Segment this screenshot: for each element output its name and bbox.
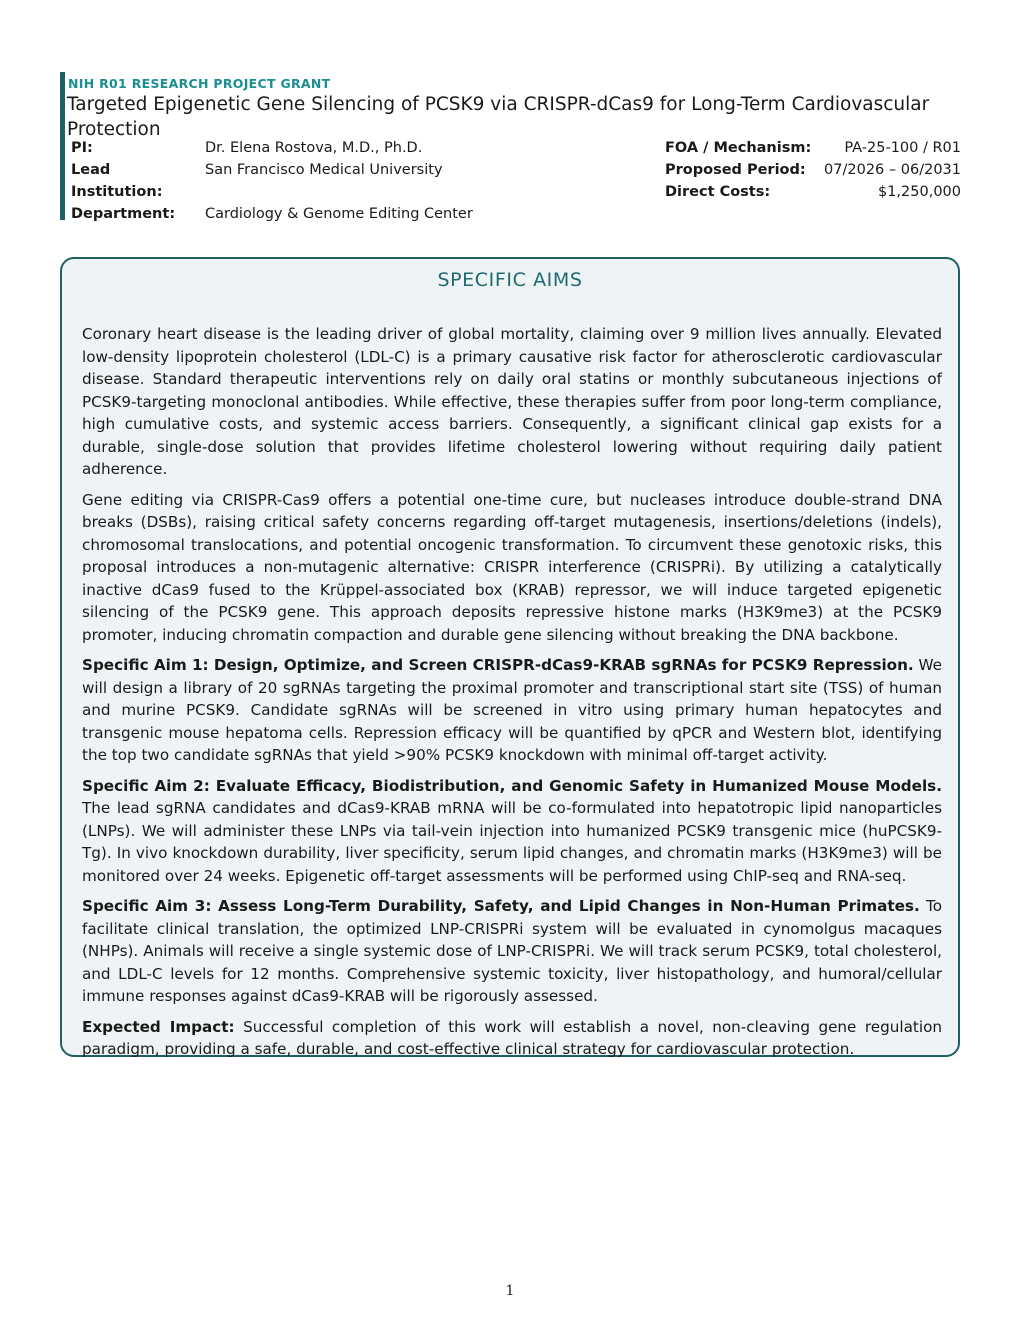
- aim-2-title: Specific Aim 2: Evaluate Efficacy, Biodistribution, and Genomic Safety in Humanized Mouse Models.: [82, 776, 942, 795]
- grant-meta-right: [665, 137, 961, 203]
- costs-value: $1,250,000: [877, 184, 961, 200]
- pi-value: Dr. Elena Rostova, M.D., Ph.D.: [205, 140, 423, 156]
- department-label: Department:: [71, 206, 176, 222]
- aim-3-title: Specific Aim 3: Assess Long-Term Durability, Safety, and Lipid Changes in Non-Human Primates.: [82, 897, 920, 915]
- expected-impact: [82, 1016, 942, 1061]
- meta-row-period: [665, 159, 961, 181]
- costs-label: Direct Costs:: [665, 184, 771, 200]
- foa-label: FOA / Mechanism:: [665, 140, 812, 156]
- institution-label: Lead Institution:: [71, 162, 163, 200]
- grant-header: [60, 72, 960, 220]
- period-value: 07/2026 – 06/2031: [824, 162, 961, 178]
- meta-row-institution: [71, 159, 631, 203]
- aims-body: [82, 323, 942, 1069]
- aim-1-title: Specific Aim 1: Design, Optimize, and Screen CRISPR-dCas9-KRAB sgRNAs for PCSK9 Repression.: [82, 656, 914, 674]
- aim-3: [82, 895, 942, 1008]
- aim-1: [82, 654, 942, 767]
- grant-meta-left: [71, 137, 631, 225]
- specific-aims-box: [60, 257, 960, 1057]
- impact-text: Successful completion of this work will establish a novel, non-cleaving gene regulation paradigm, providing a safe, durable, and cost-effective clinical strategy for cardiovascular protection.: [82, 1017, 942, 1058]
- aim-2: [82, 775, 942, 888]
- page-number: 1: [505, 1283, 515, 1299]
- impact-title: Expected Impact:: [82, 1017, 235, 1036]
- department-value: Cardiology & Genome Editing Center: [205, 206, 473, 222]
- aim-2-text: The lead sgRNA candidates and dCas9-KRAB mRNA will be co-formulated into hepatotropic lipid nanoparticles (LNPs). We will administer these LNPs via tail-vein injection into humanized PCSK9 transgenic mice (huPCSK9-Tg). In vivo knockdown durability, liver specificity, serum lipid changes, and chromatin marks (H3K9me3) will be monitored over 24 weeks. Epigenetic off-target assessments will be performed using ChIP-seq and RNA-seq.: [82, 799, 942, 885]
- meta-row-pi: [71, 137, 631, 159]
- meta-row-foa: [665, 137, 961, 159]
- aim-3-text: To facilitate clinical translation, the optimized LNP-CRISPRi system will be evaluated in cynomolgus macaques (NHPs). Animals will receive a single systemic dose of LNP-CRISPRi. We will track serum PCSK9, total cholesterol, and LDL-C levels for 12 months. Comprehensive systemic toxicity, liver histopathology, and humoral/cellular immune responses against dCas9-KRAB will be rigorously assessed.: [82, 897, 942, 1005]
- pi-label: PI:: [71, 140, 93, 156]
- aim-1-text: We will design a library of 20 sgRNAs targeting the proximal promoter and transcriptional start site (TSS) of human and murine PCSK9. Candidate sgRNAs will be screened in vitro using primary human hepatocytes and transgenic mouse hepatoma cells. Repression efficacy will be quantified by qPCR and Western blot, identifying the top two candidate sgRNAs that yield >90% PCSK9 knockdown with minimal off-target activity.: [82, 656, 943, 764]
- project-title: Targeted Epigenetic Gene Silencing of PCSK9 via CRISPR-dCas9 for Long-Term Cardiovascular Protection: [67, 94, 930, 140]
- aims-heading: SPECIFIC AIMS: [437, 269, 583, 291]
- institution-value: San Francisco Medical University: [205, 162, 443, 178]
- meta-row-department: [71, 203, 631, 225]
- meta-row-costs: [665, 181, 961, 203]
- grant-type-tag: NIH R01 RESEARCH PROJECT GRANT: [68, 76, 331, 91]
- period-label: Proposed Period:: [665, 162, 806, 178]
- aims-paragraph-background: Coronary heart disease is the leading driver of global mortality, claiming over 9 million lives annually. Elevated low-density lipoprotein cholesterol (LDL-C) is a primary causative risk factor for atherosclerotic cardiovascular disease. Standard therapeutic interventions rely on daily oral statins or monthly subcutaneous injections of PCSK9-targeting monoclonal antibodies. While effective, these therapies suffer from poor long-term compliance, high cumulative costs, and systemic access barriers. Consequently, a significant clinical gap exists for a durable, single-dose solution that provides lifetime cholesterol lowering without requiring daily patient adherence.: [82, 325, 942, 478]
- foa-value: PA-25-100 / R01: [844, 140, 961, 156]
- aims-paragraph-approach: Gene editing via CRISPR-Cas9 offers a potential one-time cure, but nucleases introduce double-strand DNA breaks (DSBs), raising critical safety concerns regarding off-target mutagenesis, insertions/deletions (indels), chromosomal translocations, and potential oncogenic transformation. To circumvent these genotoxic risks, this proposal introduces a non-mutagenic alternative: CRISPR interference (CRISPRi). By utilizing a catalytically inactive dCas9 fused to the Krüppel-associated box (KRAB) repressor, we will induce targeted epigenetic silencing of the PCSK9 gene. This approach deposits repressive histone marks (H3K9me3) at the PCSK9 promoter, inducing chromatin compaction and durable gene silencing without breaking the DNA backbone.: [82, 490, 942, 644]
